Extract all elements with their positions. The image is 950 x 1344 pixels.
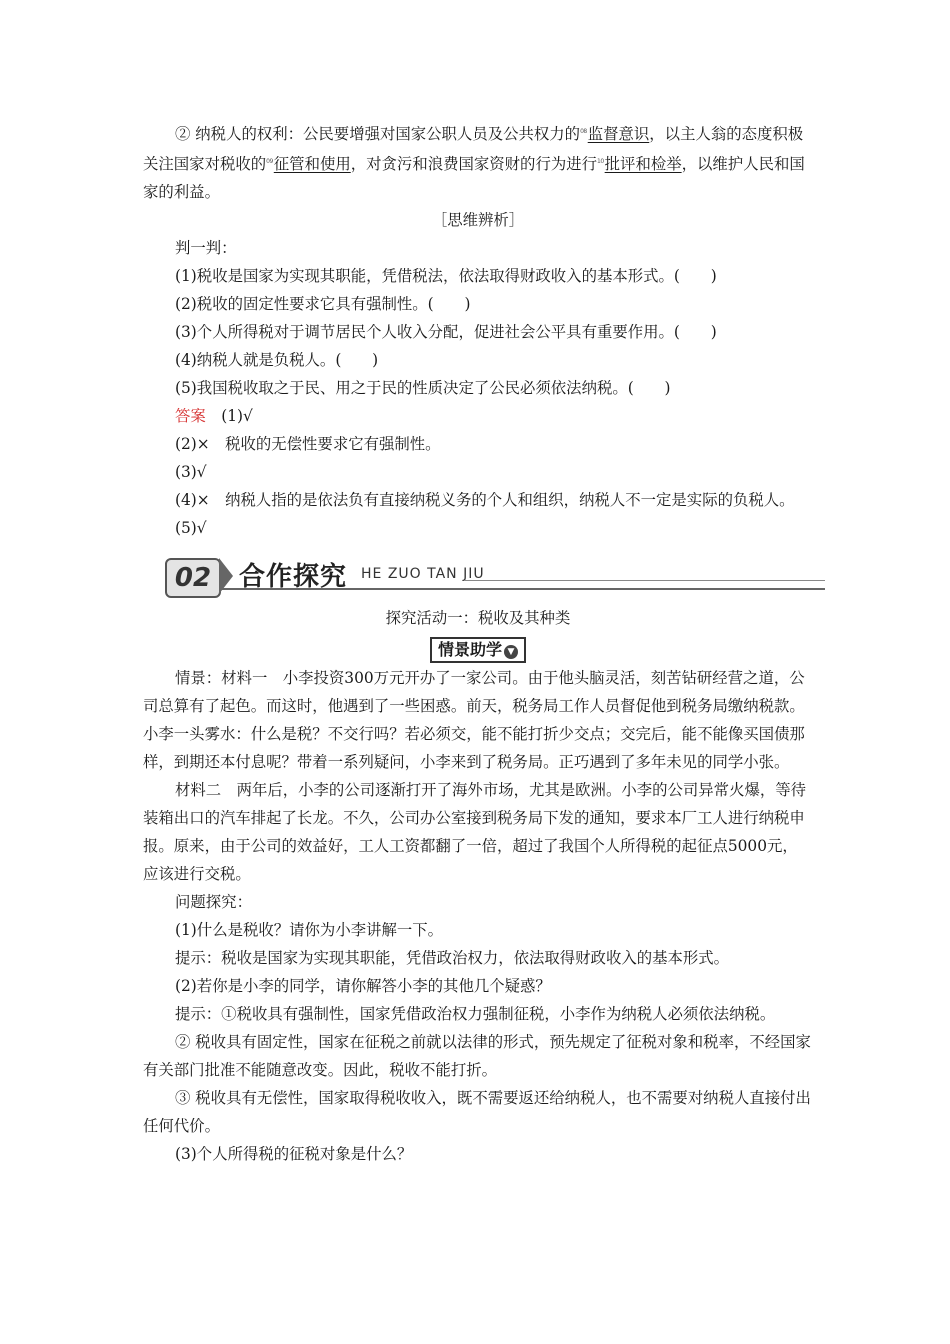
document-page — [143, 118, 813, 1168]
section-title: 合作探究 — [239, 562, 348, 592]
rights-text: ，以主人翁的态度积极关注国家对税收的 — [143, 125, 804, 173]
rights-end: ，以维护人民和国家的利益。 — [143, 155, 805, 201]
hint-2-part-1: 提示：①税收具有强制性，国家凭借政治权力强制征税，小李作为纳税人必须依法纳税。 — [175, 1005, 776, 1023]
judge-item: (1)税收是国家为实现其职能，凭借税法，依法取得财政收入的基本形式。( ) — [175, 267, 717, 285]
answer-item: (3)√ — [175, 463, 207, 481]
thinking-heading: ［思维辨析］ — [431, 211, 525, 229]
hint-2-part-2: ② 税收具有固定性，国家在征税之前就以法律的形式，预先规定了征税对象和税率，不经国家有关部门批准不能随意改变。因此，税收不能打折。 — [143, 1033, 811, 1079]
judge-item: (2)税收的固定性要求它具有强制性。( ) — [175, 295, 471, 313]
rights-intro: ② 纳税人的权利：公民要增强对国家公职人员及公共权力的 — [175, 125, 581, 143]
question-1: (1)什么是税收？请你为小李讲解一下。 — [175, 921, 444, 939]
hint-1: 提示：税收是国家为实现其职能，凭借政治权力，依法取得财政收入的基本形式。 — [175, 949, 730, 967]
banner-rule — [465, 580, 825, 581]
section-pinyin: HE ZUO TAN JIU — [361, 566, 485, 582]
scenario-box-label — [430, 637, 526, 663]
blank-marker: 08 — [580, 128, 587, 135]
scenario-box — [143, 636, 813, 664]
answer-label: 答案 — [175, 407, 206, 425]
question-3: (3)个人所得税的征税对象是什么？ — [175, 1145, 413, 1163]
activity-title: 探究活动一：税收及其种类 — [385, 609, 571, 627]
judge-label: 判一判： — [175, 239, 237, 257]
taxpayer-rights-paragraph — [143, 118, 813, 206]
answer-item: (2)× 税收的无偿性要求它有强制性。 — [175, 435, 441, 453]
answer-item: (1)√ — [221, 407, 253, 425]
question-label: 问题探究： — [175, 893, 252, 911]
judge-item: (5)我国税收取之于民、用之于民的性质决定了公民必须依法纳税。( ) — [175, 379, 671, 397]
question-2: (2)若你是小李的同学，请你解答小李的其他几个疑惑？ — [175, 977, 551, 995]
down-arrow-icon: ▼ — [504, 645, 518, 659]
material-two: 材料二 两年后，小李的公司逐渐打开了海外市场，尤其是欧洲。小李的公司异常火爆，等待装箱出口的汽车排起了长龙。不久，公司办公室接到税务局下发的通知，要求本厂工人进行纳税申报。原来，由于公司的效益好，工人工资都翻了一倍，超过了我国个人所得税的起征点5000元，应该进行交税。 — [143, 781, 807, 883]
material-one: 情景：材料一 小李投资300万元开办了一家公司。由于他头脑灵活，刻苦钻研经营之道，公司总算有了起色。而这时，他遇到了一些困惑。前天，税务局工作人员督促他到税务局缴纳税款。小李一头雾水：什么是税？不交行吗？若必须交，能不能打折少交点；交完后，能不能像买国债那样，到期还本付息呢？带着一系列疑问，小李来到了税务局。正巧遇到了多年未见的同学小张。 — [143, 669, 805, 771]
term-criticism: 批评和检举 — [604, 155, 682, 173]
blank-marker: 09 — [266, 158, 273, 165]
blank-marker: 10 — [597, 158, 604, 165]
answer-item: (5)√ — [175, 519, 207, 537]
answer-item: (4)× 纳税人指的是依法负有直接纳税义务的个人和组织，纳税人不一定是实际的负税人。 — [175, 491, 795, 509]
answer-line — [143, 402, 813, 430]
scenario-label-text: 情景助学 — [437, 640, 502, 659]
rights-text: ，对贪污和浪费国家资财的行为进行 — [350, 155, 598, 173]
judge-item: (4)纳税人就是负税人。( ) — [175, 351, 379, 369]
hint-2-part-3: ③ 税收具有无偿性，国家取得税收收入，既不需要返还给纳税人，也不需要对纳税人直接付出任何代价。 — [143, 1089, 811, 1135]
banner-rule — [219, 588, 825, 590]
term-collection: 征管和使用 — [273, 155, 351, 173]
section-number-badge: 02 — [165, 558, 221, 598]
section-banner — [135, 552, 825, 600]
judge-item: (3)个人所得税对于调节居民个人收入分配，促进社会公平具有重要作用。( ) — [175, 323, 717, 341]
term-supervision: 监督意识 — [587, 125, 650, 143]
